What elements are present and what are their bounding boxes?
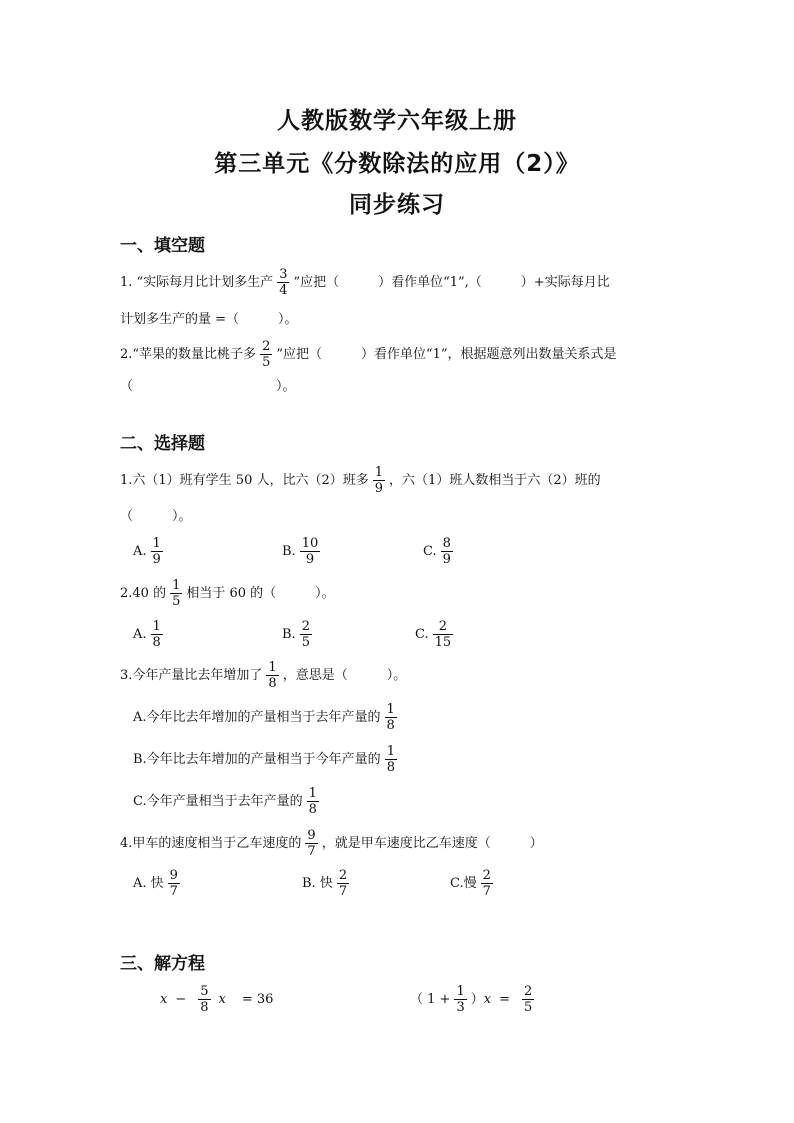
- fill-question-1-line2: 计划多生产的量 =（ ）。: [120, 312, 298, 327]
- fill-question-2: [120, 339, 617, 370]
- numerator: 2: [523, 984, 533, 999]
- option-b[interactable]: [133, 744, 401, 775]
- denominator: 8: [200, 1000, 209, 1015]
- unit-title: 第三单元《分数除法的应用（2）》: [214, 151, 580, 177]
- fraction: [385, 702, 397, 733]
- option-label: A.: [133, 543, 147, 559]
- option-label: B.: [282, 626, 296, 642]
- denominator: 8: [386, 718, 395, 733]
- numerator: 2: [262, 339, 271, 354]
- option-c[interactable]: [450, 868, 497, 899]
- numerator: 1: [152, 619, 161, 634]
- option-text: C.今年产量相当于去年产量的: [133, 793, 303, 809]
- option-label: A. 快: [133, 875, 164, 891]
- numerator: 1: [152, 536, 161, 551]
- option-b[interactable]: [282, 536, 324, 567]
- fraction: [151, 536, 163, 567]
- fraction: [481, 868, 493, 899]
- equation-rhs: = 36: [241, 991, 274, 1007]
- denominator: 8: [152, 635, 161, 650]
- numerator: 1: [308, 786, 317, 801]
- numerator: 1: [386, 702, 395, 717]
- question-text: 3.今年产量比去年增加了: [120, 667, 263, 683]
- equation-1: [160, 984, 273, 1015]
- fraction: [441, 536, 453, 567]
- paren-close: ）: [470, 991, 484, 1007]
- option-label: A.: [133, 626, 147, 642]
- choice-question-2: [120, 578, 335, 609]
- denominator: 7: [307, 844, 316, 859]
- variable-x: x: [160, 991, 168, 1007]
- question-text: ，就是甲车速度比乙车速度（ ）: [321, 835, 543, 851]
- option-label: B.: [282, 543, 296, 559]
- denominator: 5: [301, 635, 310, 650]
- question-text: ”应把（ ）看作单位“1”,（ ）+实际每月比: [293, 274, 610, 290]
- fraction: [168, 868, 180, 899]
- section-equations-heading: 三、解方程: [120, 954, 205, 974]
- option-text: A.今年比去年增加的产量相当于去年产量的: [133, 709, 381, 725]
- question-text: 1. “实际每月比计划多生产: [120, 274, 274, 290]
- fraction: [433, 619, 454, 650]
- denominator: 9: [374, 481, 384, 496]
- denominator: 5: [262, 355, 271, 370]
- numerator: 2: [482, 868, 491, 883]
- fraction: [305, 828, 317, 859]
- numerator: 1: [268, 660, 277, 675]
- question-text: 相当于 60 的（ ）。: [186, 585, 335, 601]
- choice-question-3: [120, 660, 406, 691]
- fraction: [454, 984, 466, 1015]
- denominator: 9: [442, 552, 451, 567]
- numerator: 1: [172, 578, 181, 593]
- option-b[interactable]: [282, 619, 316, 650]
- variable-x: x: [483, 991, 492, 1007]
- option-label: C.: [415, 626, 429, 642]
- variable-x: x: [218, 991, 226, 1007]
- numerator: 1: [374, 465, 384, 480]
- question-text: 2.“苹果的数量比桃子多: [120, 346, 257, 362]
- fraction: [198, 984, 210, 1015]
- denominator: 15: [434, 635, 452, 650]
- numerator: 1: [386, 744, 395, 759]
- fraction: [337, 868, 349, 899]
- denominator: 3: [456, 1000, 465, 1015]
- denominator: 5: [172, 594, 181, 609]
- choice-question-1: [120, 465, 601, 496]
- option-c[interactable]: [423, 536, 457, 567]
- section-fill-blank-heading: 一、填空题: [120, 236, 205, 256]
- choice-question-4: [120, 828, 543, 859]
- denominator: 5: [523, 1000, 533, 1015]
- numerator: 9: [169, 868, 178, 883]
- minus-sign: −: [175, 991, 187, 1007]
- question-text: ，意思是（ ）。: [282, 667, 407, 683]
- fraction: [266, 660, 278, 691]
- numerator: 10: [301, 536, 319, 551]
- denominator: 8: [268, 676, 277, 691]
- numerator: 2: [338, 868, 348, 883]
- question-text: 2.40 的: [120, 585, 167, 601]
- denominator: 7: [482, 884, 491, 899]
- denominator: 7: [169, 884, 178, 899]
- option-a[interactable]: [133, 868, 184, 899]
- fraction: [260, 339, 272, 370]
- fraction: [373, 465, 385, 496]
- numerator: 2: [301, 619, 310, 634]
- denominator: 9: [152, 552, 161, 567]
- numerator: 3: [279, 267, 288, 282]
- choice-question-1-line2: （ ）。: [120, 509, 192, 524]
- numerator: 2: [433, 619, 454, 635]
- question-text: 4.甲车的速度相当于乙车速度的: [120, 835, 302, 851]
- section-choice-heading: 二、选择题: [120, 434, 205, 454]
- option-text: B.今年比去年增加的产量相当于今年产量的: [133, 751, 381, 767]
- fraction: [300, 619, 312, 650]
- numerator: 8: [442, 536, 451, 551]
- option-b[interactable]: [302, 868, 353, 899]
- fraction: [277, 267, 289, 298]
- question-text: 1.六（1）班有学生 50 人，比六（2）班多: [120, 472, 369, 488]
- question-text: ”应把（ ）看作单位“1”，根据题意列出数量关系式是: [276, 346, 617, 362]
- numerator: 9: [307, 828, 316, 843]
- denominator: 8: [308, 802, 317, 817]
- numerator: 5: [200, 984, 209, 999]
- option-label: B. 快: [302, 875, 333, 891]
- option-a[interactable]: [133, 619, 167, 650]
- fill-question-1: [120, 267, 610, 298]
- fraction: [385, 744, 397, 775]
- denominator: 9: [305, 552, 315, 567]
- denominator: 8: [386, 760, 395, 775]
- paren-open: （ 1 +: [410, 991, 451, 1007]
- equation-2: [410, 984, 538, 1015]
- equals-sign: =: [499, 991, 510, 1007]
- denominator: 4: [279, 283, 288, 298]
- fraction: [170, 578, 182, 609]
- option-c[interactable]: [133, 786, 323, 817]
- numerator: 1: [456, 984, 465, 999]
- practice-title: 同步练习: [349, 192, 445, 218]
- option-a[interactable]: [133, 702, 401, 733]
- doc-title: 人教版数学六年级上册: [277, 108, 517, 134]
- fraction: [151, 619, 163, 650]
- option-c[interactable]: [415, 619, 457, 650]
- fill-question-2-line2: （ ）。: [120, 379, 296, 394]
- fraction: [307, 786, 319, 817]
- fraction: [522, 984, 534, 1015]
- denominator: 7: [338, 884, 348, 899]
- option-a[interactable]: [133, 536, 167, 567]
- question-text: ，六（1）班人数相当于六（2）班的: [389, 472, 601, 488]
- option-label: C.: [423, 543, 437, 559]
- fraction: [300, 536, 321, 567]
- option-label: C.慢: [450, 875, 477, 891]
